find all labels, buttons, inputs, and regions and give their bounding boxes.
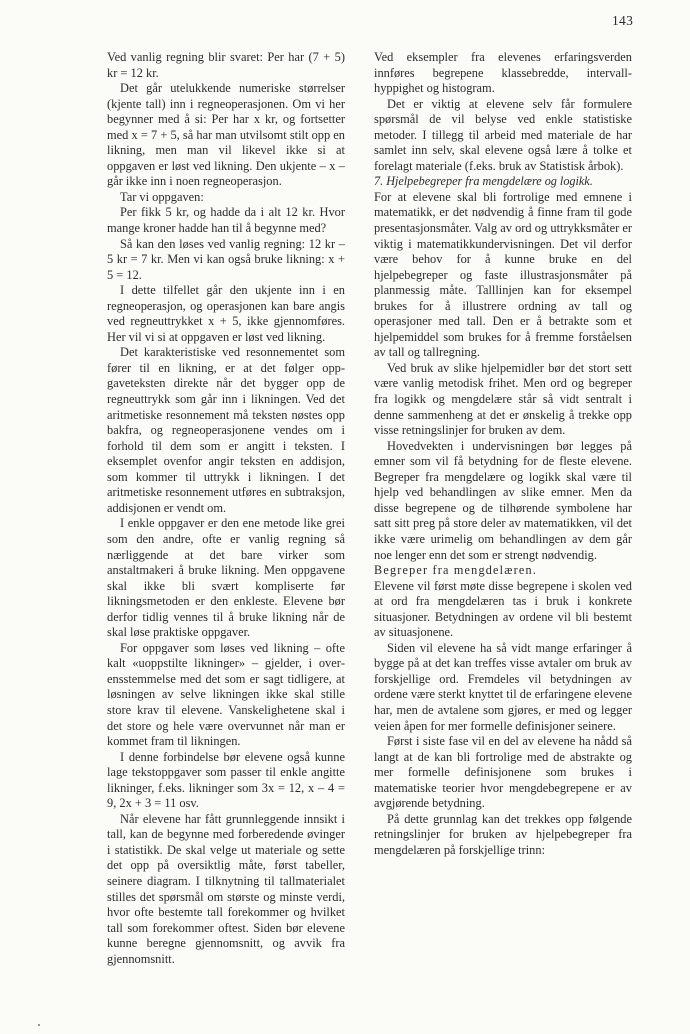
paragraph: Ved bruk av slike hjelpemidler bør det stort sett være vanlig metodisk frihet. Men ord og begreper fra logikk og mengdelære står så vidt sentralt i denne sammenheng at det er ønskelig å trekke opp visse retningslinjer for bruken av dem. [374, 360, 632, 438]
right-column [374, 50, 632, 858]
paragraph: For oppgaver som løses ved likning – ofte kalt «uoppstilte likninger» – gjelder, i overensstemmelse med det som er sagt tidligere, at løsningen av selve likningen ikke skal stille store krav til elevene. Vanskelighetene skal i det store og hele være overvunnet når man er kommet fram til likningen. [107, 640, 345, 749]
paragraph: Først i siste fase vil en del av elevene ha nådd så langt at de kan bli fortrolige med de abstrakte og mer formelle definisjonene som brukes i matematiske teorier hvor mengdebegrepene er av avgjørende betydning. [374, 734, 632, 811]
paragraph: Ved eksempler fra elevenes erfaringsverden innføres begrepene klassebredde, intervallhyppighet og histogram. [374, 50, 632, 96]
sub-section-body [374, 579, 632, 859]
left-column [107, 50, 345, 967]
scan-speck [38, 1024, 40, 1026]
paragraph: Per fikk 5 kr, og hadde da i alt 12 kr. Hvor mange kroner hadde han til å begynne med? [107, 205, 345, 236]
paragraph: Ved vanlig regning blir svaret: Per har (7 + 5) kr = 12 kr. [107, 50, 345, 80]
paragraph: Elevene vil først møte disse begrepene i skolen ved at ord fra mengdelæren tas i bruk i konkrete situasjoner. Betydningen av ordene vil bli bestemt av situasjonene. [374, 578, 632, 640]
paragraph: Det er viktig at elevene selv får formulere spørsmål de vil belyse ved enkle statistiske metoder. I tillegg til arbeid med materiale de har samlet inn selv, skal elevene også lære å tolke et forelagt materiale (f.eks. bruk av Statistisk årbok). [374, 96, 632, 173]
paragraph: Siden vil elevene ha så vidt mange erfaringer å bygge på at det kan treffes visse avtaler om bruk av forskjellige ord. Fremdeles vil betydningen av ordene være sterkt knyttet til de erfaringene elevene har, men de avtalene som gjøres, er med og legger veien åpen for mer formelle definisjoner seinere. [374, 640, 632, 733]
paragraph: Tar vi oppgaven: [120, 189, 204, 204]
paragraph: På dette grunnlag kan det trekkes opp følgende retningslinjer for bruken av hjelpebegreper fra mengdelæren på forskjellige trinn: [374, 811, 632, 857]
paragraph: Så kan den løses ved vanlig regning: 12 kr – 5 kr = 7 kr. Men vi kan også bruke likning: x + 5 = 12. [107, 236, 345, 282]
section-body [374, 190, 632, 563]
paragraph: Det karakteristiske ved resonnementet som fører til en likning, er at det følger oppgaveteksten direkte når det bygger opp de regneuttrykk som går inn i likningen. Ved det aritmetiske resonnement må teksten nøstes opp bakfra, og regneoperasjonene vendes om i forhold til dem som er angitt i teksten. I eksemplet ovenfor angir teksten en addisjon, som kommer til uttrykk i likningen. I det aritmetiske resonnement utføres en subtraksjon, addisjonen er vendt om. [107, 345, 345, 515]
section-heading: 7. Hjelpebegreper fra mengdelære og logikk. [374, 174, 593, 189]
paragraph: Det går utelukkende numeriske størrelser (kjente tall) inn i regneoperasjonen. Om vi her begynner med å si: Per har x kr, og fortsetter med x = 7 + 5, så har man utvilsomt stilt opp en likning, men man vil likevel ikke si at oppgaven er løst ved likning. Den ukjente – x – går ikke inn i noen regneoperasjon. [107, 81, 345, 189]
page-number: 143 [612, 13, 634, 28]
right-column-intro [374, 50, 632, 174]
paragraph: For at elevene skal bli fortrolige med emnene i matematikk, er det nødvendig å finne fram til gode presentasjonsmåter. Valg av ord og uttrykksmåter er viktig i matematikkundervisningen. Det vil derfor være behov for å kunne bruke en del hjelpebegreper og faste illustrasjonsmåter på planmessig måte. Talllinjen kan for eksempel brukes for å illustrere ordning av tall og operasjoner med tall. Den er å betrakte som et hjelpemiddel som brukes for å fremme forståelsen av tall og tallregning. [374, 189, 632, 360]
sub-heading: Begreper fra mengdelæren. [374, 563, 537, 578]
paragraph: Hovedvekten i undervisningen bør legges på emner som vil få betydning for de fleste elevene. Begreper fra mengdelære og logikk skal være til hjelp ved behandlingen av slike emner. Men da disse begrepene og de tilhørende symbolene har satt sitt preg på store deler av matematikken, vil det ikke være urimelig om behandlingen av dem går noe lenger enn det som er strengt nødvendig. [374, 438, 632, 562]
paragraph: Når elevene har fått grunnleggende innsikt i tall, kan de begynne med forberedende øvinger i statistikk. De skal velge ut materiale og sette det opp på oversiktlig måte, først tabeller, seinere diagram. I tilknytning til tallmaterialet stilles det spørsmål om største og minste verdi, hvor ofte bestemte tall forekommer og hvilket tall som forekommer oftest. Siden bør elevene kunne beregne gjennomsnitt, og avvik fra gjennomsnitt. [107, 811, 345, 966]
paragraph: I dette tilfellet går den ukjente inn i en regneoperasjon, og operasjonen kan bare angis ved regneuttrykket x + 5, ikke gjennomføres. Her vil vi si at oppgaven er løst ved likning. [107, 283, 345, 344]
paragraph: I denne forbindelse bør elevene også kunne lage tekstoppgaver som passer til enkle angitte likninger, f.eks. likninger som 3x = 12, x – 4 = 9, 2x + 3 = 11 osv. [107, 749, 345, 811]
paragraph: I enkle oppgaver er den ene metode like grei som den andre, ofte er vanlig regning så nærliggende at det bare virker som anstaltmakeri å bruke likning. Men oppgavene skal ikke bli svært kompliserte før likningsmetoden er den enkleste. Elevene bør derfor tidlig vennes til å bruke likning når de skal løse praktiske oppgaver. [107, 516, 345, 640]
